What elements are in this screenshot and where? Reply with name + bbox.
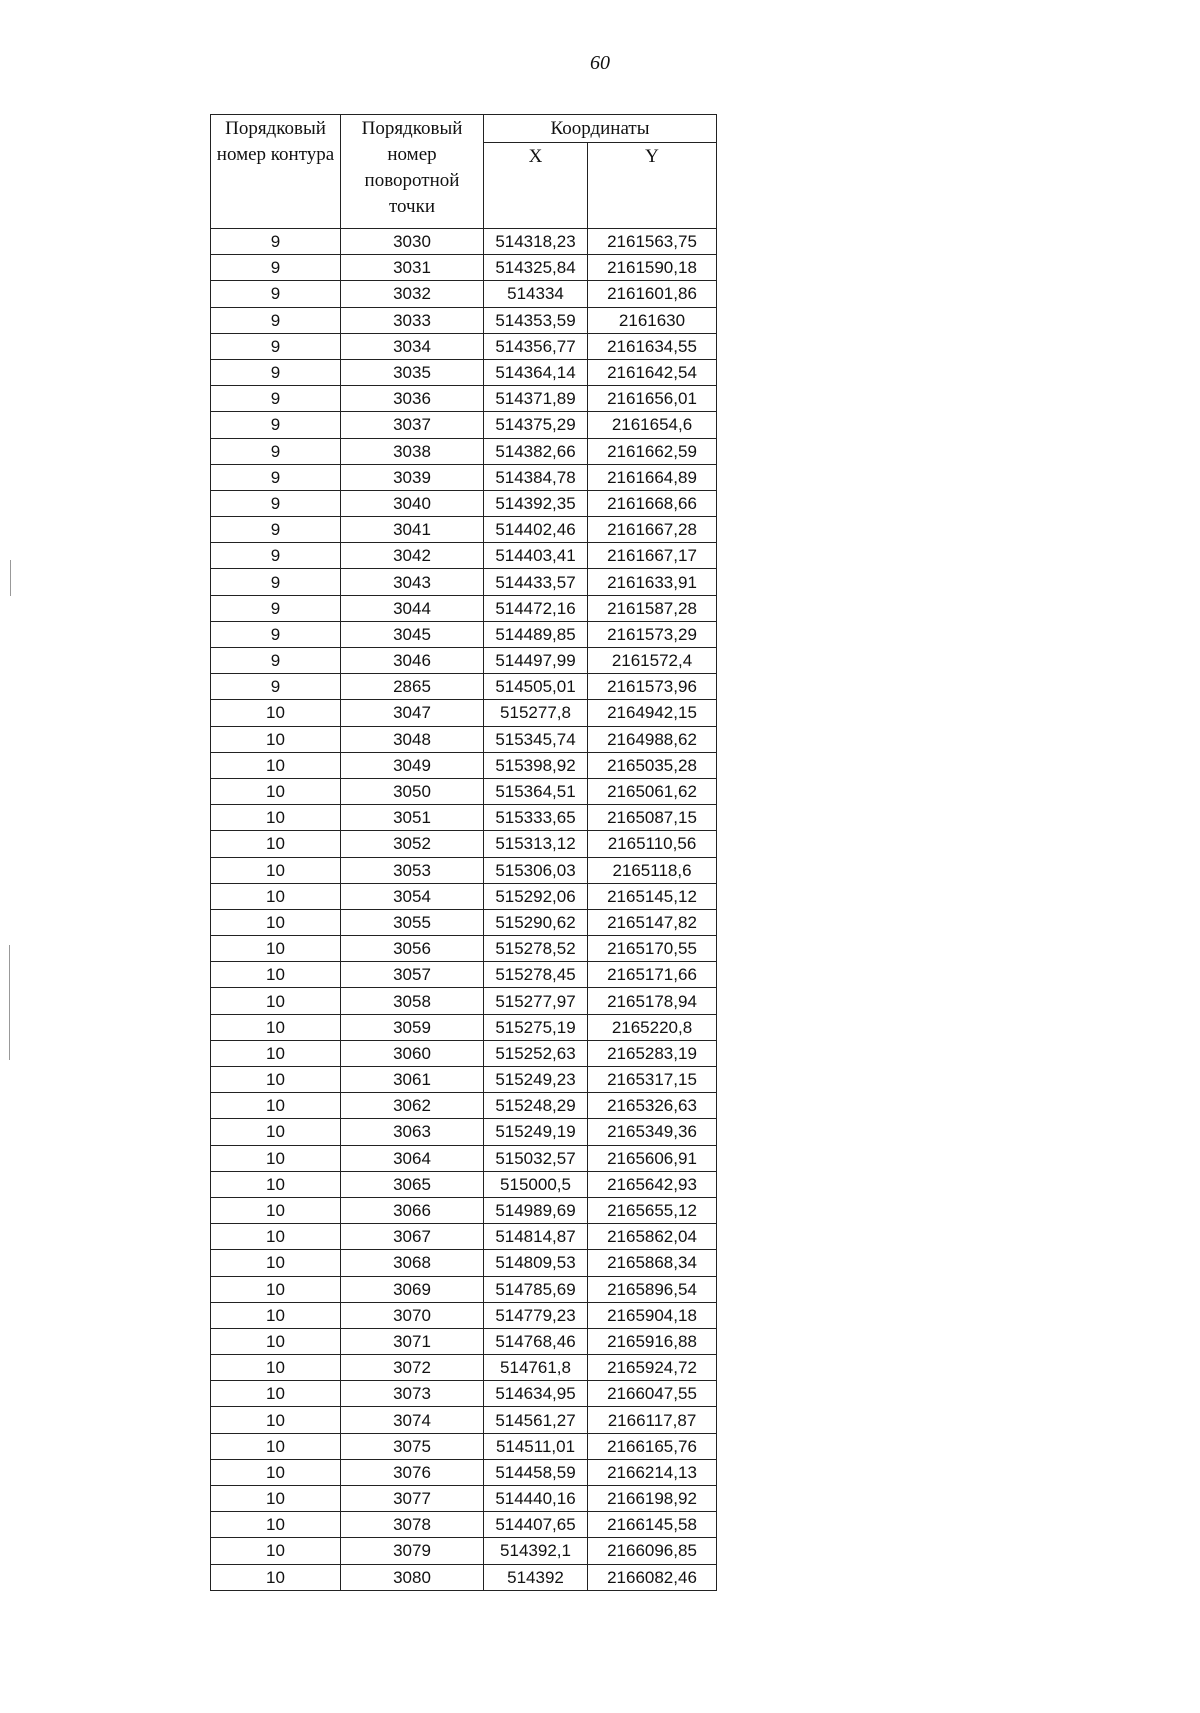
cell-point-number: 3035 [341,359,484,385]
table-row [211,1459,717,1485]
cell-point-number: 3080 [341,1564,484,1590]
table-row [211,1328,717,1354]
cell-y: 2166214,13 [588,1459,717,1485]
cell-contour-number: 9 [211,255,341,281]
cell-y: 2161654,6 [588,412,717,438]
cell-point-number: 3040 [341,490,484,516]
cell-y: 2165896,54 [588,1276,717,1302]
cell-x: 514353,59 [484,307,588,333]
scan-artifact-line [10,560,11,596]
cell-point-number: 3045 [341,621,484,647]
cell-y: 2161667,17 [588,543,717,569]
cell-x: 515345,74 [484,726,588,752]
cell-x: 515278,52 [484,936,588,962]
cell-y: 2161587,28 [588,595,717,621]
table-row [211,386,717,412]
cell-x: 514458,59 [484,1459,588,1485]
cell-contour-number: 10 [211,1276,341,1302]
cell-contour-number: 10 [211,1067,341,1093]
cell-y: 2166198,92 [588,1486,717,1512]
header-y: Y [588,143,717,229]
cell-point-number: 3051 [341,805,484,831]
cell-x: 514505,01 [484,674,588,700]
cell-contour-number: 10 [211,1302,341,1328]
cell-point-number: 3030 [341,229,484,255]
cell-y: 2165118,6 [588,857,717,883]
table-row [211,1040,717,1066]
table-row [211,307,717,333]
cell-x: 515398,92 [484,752,588,778]
cell-contour-number: 10 [211,726,341,752]
cell-point-number: 3079 [341,1538,484,1564]
table-row [211,333,717,359]
table-row [211,490,717,516]
cell-y: 2165924,72 [588,1355,717,1381]
cell-point-number: 3076 [341,1459,484,1485]
cell-x: 515275,19 [484,1014,588,1040]
table-row [211,1197,717,1223]
cell-contour-number: 9 [211,333,341,359]
header-x: X [484,143,588,229]
cell-point-number: 3067 [341,1224,484,1250]
cell-x: 514364,14 [484,359,588,385]
table-row [211,831,717,857]
cell-contour-number: 10 [211,1093,341,1119]
cell-x: 514989,69 [484,1197,588,1223]
table-row [211,752,717,778]
cell-point-number: 3048 [341,726,484,752]
cell-point-number: 3056 [341,936,484,962]
table-row [211,1512,717,1538]
cell-y: 2161642,54 [588,359,717,385]
cell-y: 2165326,63 [588,1093,717,1119]
cell-x: 514511,01 [484,1433,588,1459]
cell-y: 2161662,59 [588,438,717,464]
table-row [211,412,717,438]
cell-x: 515249,19 [484,1119,588,1145]
cell-point-number: 3066 [341,1197,484,1223]
cell-contour-number: 9 [211,674,341,700]
cell-x: 515290,62 [484,909,588,935]
cell-point-number: 3046 [341,648,484,674]
cell-contour-number: 10 [211,1459,341,1485]
cell-y: 2165655,12 [588,1197,717,1223]
header-coordinates: Координаты [484,115,717,143]
cell-point-number: 3054 [341,883,484,909]
cell-contour-number: 10 [211,805,341,831]
cell-contour-number: 9 [211,229,341,255]
cell-contour-number: 9 [211,648,341,674]
cell-contour-number: 10 [211,1381,341,1407]
cell-x: 515292,06 [484,883,588,909]
cell-x: 514402,46 [484,517,588,543]
table-row [211,962,717,988]
table-row [211,1145,717,1171]
cell-y: 2165178,94 [588,988,717,1014]
cell-x: 515000,5 [484,1171,588,1197]
cell-y: 2165862,04 [588,1224,717,1250]
cell-point-number: 3053 [341,857,484,883]
table-row [211,1538,717,1564]
cell-x: 515249,23 [484,1067,588,1093]
cell-contour-number: 10 [211,1355,341,1381]
cell-y: 2165916,88 [588,1328,717,1354]
cell-y: 2166047,55 [588,1381,717,1407]
table-row [211,1564,717,1590]
cell-y: 2165283,19 [588,1040,717,1066]
cell-contour-number: 10 [211,831,341,857]
cell-y: 2165145,12 [588,883,717,909]
table-row [211,726,717,752]
cell-point-number: 3033 [341,307,484,333]
cell-y: 2165110,56 [588,831,717,857]
cell-y: 2166117,87 [588,1407,717,1433]
table-row [211,543,717,569]
table-row [211,1433,717,1459]
cell-y: 2161630 [588,307,717,333]
cell-x: 515333,65 [484,805,588,831]
cell-point-number: 3044 [341,595,484,621]
cell-point-number: 3049 [341,752,484,778]
cell-x: 515364,51 [484,778,588,804]
table-row [211,1224,717,1250]
cell-point-number: 3038 [341,438,484,464]
cell-point-number: 3055 [341,909,484,935]
table-row [211,1407,717,1433]
table-row [211,1381,717,1407]
cell-point-number: 3068 [341,1250,484,1276]
table-header [211,115,717,229]
cell-point-number: 3042 [341,543,484,569]
cell-contour-number: 10 [211,1224,341,1250]
cell-x: 514392,1 [484,1538,588,1564]
cell-point-number: 3069 [341,1276,484,1302]
table-body [211,229,717,1591]
table-row [211,464,717,490]
cell-point-number: 3034 [341,333,484,359]
cell-point-number: 3057 [341,962,484,988]
cell-contour-number: 10 [211,962,341,988]
table-row [211,857,717,883]
cell-x: 514489,85 [484,621,588,647]
cell-x: 514407,65 [484,1512,588,1538]
cell-contour-number: 9 [211,412,341,438]
cell-point-number: 3032 [341,281,484,307]
cell-x: 515278,45 [484,962,588,988]
table-row [211,569,717,595]
cell-x: 514375,29 [484,412,588,438]
cell-x: 514561,27 [484,1407,588,1433]
cell-y: 2165035,28 [588,752,717,778]
cell-point-number: 3031 [341,255,484,281]
cell-contour-number: 10 [211,1040,341,1066]
cell-point-number: 3041 [341,517,484,543]
cell-contour-number: 9 [211,386,341,412]
cell-point-number: 3065 [341,1171,484,1197]
cell-point-number: 3075 [341,1433,484,1459]
cell-contour-number: 9 [211,490,341,516]
cell-x: 515306,03 [484,857,588,883]
table-row [211,805,717,831]
cell-y: 2165220,8 [588,1014,717,1040]
cell-y: 2164942,15 [588,700,717,726]
cell-y: 2165061,62 [588,778,717,804]
table-row [211,595,717,621]
coordinates-table [210,114,717,1591]
cell-point-number: 3063 [341,1119,484,1145]
cell-point-number: 3052 [341,831,484,857]
cell-x: 514392,35 [484,490,588,516]
cell-x: 514779,23 [484,1302,588,1328]
table-row [211,281,717,307]
cell-contour-number: 9 [211,464,341,490]
page-number: 60 [590,52,610,74]
cell-contour-number: 10 [211,1512,341,1538]
cell-point-number: 3071 [341,1328,484,1354]
cell-point-number: 3039 [341,464,484,490]
cell-point-number: 3047 [341,700,484,726]
cell-point-number: 3059 [341,1014,484,1040]
cell-x: 514634,95 [484,1381,588,1407]
cell-x: 514384,78 [484,464,588,490]
scan-artifact-line [9,945,10,1060]
cell-y: 2161590,18 [588,255,717,281]
cell-x: 514403,41 [484,543,588,569]
table-row [211,1355,717,1381]
cell-point-number: 3062 [341,1093,484,1119]
cell-contour-number: 9 [211,595,341,621]
cell-contour-number: 10 [211,1014,341,1040]
cell-point-number: 3036 [341,386,484,412]
table-row [211,1486,717,1512]
table-row [211,674,717,700]
cell-x: 515277,97 [484,988,588,1014]
cell-point-number: 3060 [341,1040,484,1066]
table-row [211,1250,717,1276]
cell-point-number: 3064 [341,1145,484,1171]
cell-y: 2161664,89 [588,464,717,490]
cell-y: 2161667,28 [588,517,717,543]
cell-x: 514768,46 [484,1328,588,1354]
cell-y: 2161656,01 [588,386,717,412]
cell-y: 2161573,96 [588,674,717,700]
cell-x: 515277,8 [484,700,588,726]
cell-y: 2166082,46 [588,1564,717,1590]
cell-point-number: 3074 [341,1407,484,1433]
table-row [211,909,717,935]
cell-y: 2165317,15 [588,1067,717,1093]
table-row [211,1276,717,1302]
cell-x: 514318,23 [484,229,588,255]
cell-contour-number: 9 [211,359,341,385]
cell-point-number: 3073 [341,1381,484,1407]
cell-x: 514356,77 [484,333,588,359]
table-row [211,1302,717,1328]
cell-x: 514392 [484,1564,588,1590]
cell-x: 514761,8 [484,1355,588,1381]
cell-x: 514433,57 [484,569,588,595]
cell-y: 2165170,55 [588,936,717,962]
cell-x: 515313,12 [484,831,588,857]
table-row [211,778,717,804]
cell-contour-number: 10 [211,1197,341,1223]
cell-contour-number: 10 [211,1145,341,1171]
cell-contour-number: 10 [211,1328,341,1354]
cell-y: 2161601,86 [588,281,717,307]
table-row [211,1014,717,1040]
cell-y: 2164988,62 [588,726,717,752]
cell-point-number: 3058 [341,988,484,1014]
table-row [211,936,717,962]
cell-contour-number: 10 [211,1486,341,1512]
cell-y: 2161572,4 [588,648,717,674]
cell-y: 2165642,93 [588,1171,717,1197]
cell-point-number: 3078 [341,1512,484,1538]
cell-y: 2165868,34 [588,1250,717,1276]
cell-contour-number: 10 [211,1250,341,1276]
cell-point-number: 2865 [341,674,484,700]
cell-contour-number: 9 [211,517,341,543]
cell-y: 2166096,85 [588,1538,717,1564]
cell-x: 514371,89 [484,386,588,412]
cell-point-number: 3070 [341,1302,484,1328]
cell-x: 514785,69 [484,1276,588,1302]
cell-point-number: 3072 [341,1355,484,1381]
cell-x: 514497,99 [484,648,588,674]
cell-x: 515248,29 [484,1093,588,1119]
cell-point-number: 3061 [341,1067,484,1093]
cell-point-number: 3037 [341,412,484,438]
cell-contour-number: 10 [211,700,341,726]
table-row [211,1171,717,1197]
cell-contour-number: 10 [211,936,341,962]
cell-y: 2165606,91 [588,1145,717,1171]
cell-contour-number: 9 [211,569,341,595]
cell-x: 514472,16 [484,595,588,621]
table-row [211,1067,717,1093]
cell-contour-number: 10 [211,988,341,1014]
cell-y: 2161668,66 [588,490,717,516]
cell-x: 515252,63 [484,1040,588,1066]
cell-y: 2161634,55 [588,333,717,359]
cell-y: 2161573,29 [588,621,717,647]
table-row [211,1119,717,1145]
cell-contour-number: 10 [211,1433,341,1459]
cell-contour-number: 9 [211,438,341,464]
table-row [211,883,717,909]
cell-y: 2166145,58 [588,1512,717,1538]
cell-contour-number: 9 [211,621,341,647]
cell-x: 515032,57 [484,1145,588,1171]
cell-point-number: 3077 [341,1486,484,1512]
cell-point-number: 3043 [341,569,484,595]
cell-contour-number: 10 [211,752,341,778]
cell-contour-number: 10 [211,778,341,804]
cell-contour-number: 10 [211,1564,341,1590]
cell-contour-number: 10 [211,1407,341,1433]
cell-contour-number: 10 [211,1171,341,1197]
cell-contour-number: 9 [211,307,341,333]
cell-x: 514325,84 [484,255,588,281]
table-row [211,1093,717,1119]
table-row [211,359,717,385]
cell-y: 2165349,36 [588,1119,717,1145]
cell-x: 514382,66 [484,438,588,464]
cell-contour-number: 10 [211,1538,341,1564]
table-row [211,255,717,281]
cell-contour-number: 9 [211,543,341,569]
cell-point-number: 3050 [341,778,484,804]
table-row [211,648,717,674]
cell-contour-number: 10 [211,883,341,909]
table-row [211,621,717,647]
table-row [211,988,717,1014]
cell-x: 514334 [484,281,588,307]
table-row [211,700,717,726]
cell-x: 514440,16 [484,1486,588,1512]
cell-contour-number: 10 [211,1119,341,1145]
cell-x: 514814,87 [484,1224,588,1250]
cell-contour-number: 10 [211,857,341,883]
cell-y: 2161563,75 [588,229,717,255]
cell-y: 2166165,76 [588,1433,717,1459]
table-row [211,517,717,543]
table-row [211,438,717,464]
cell-contour-number: 10 [211,909,341,935]
cell-contour-number: 9 [211,281,341,307]
cell-x: 514809,53 [484,1250,588,1276]
cell-y: 2161633,91 [588,569,717,595]
cell-y: 2165147,82 [588,909,717,935]
cell-y: 2165171,66 [588,962,717,988]
cell-y: 2165087,15 [588,805,717,831]
cell-y: 2165904,18 [588,1302,717,1328]
header-point-number: Порядковый номер поворотной точки [341,115,484,229]
table-row [211,229,717,255]
header-contour-number: Порядковый номер контура [211,115,341,229]
